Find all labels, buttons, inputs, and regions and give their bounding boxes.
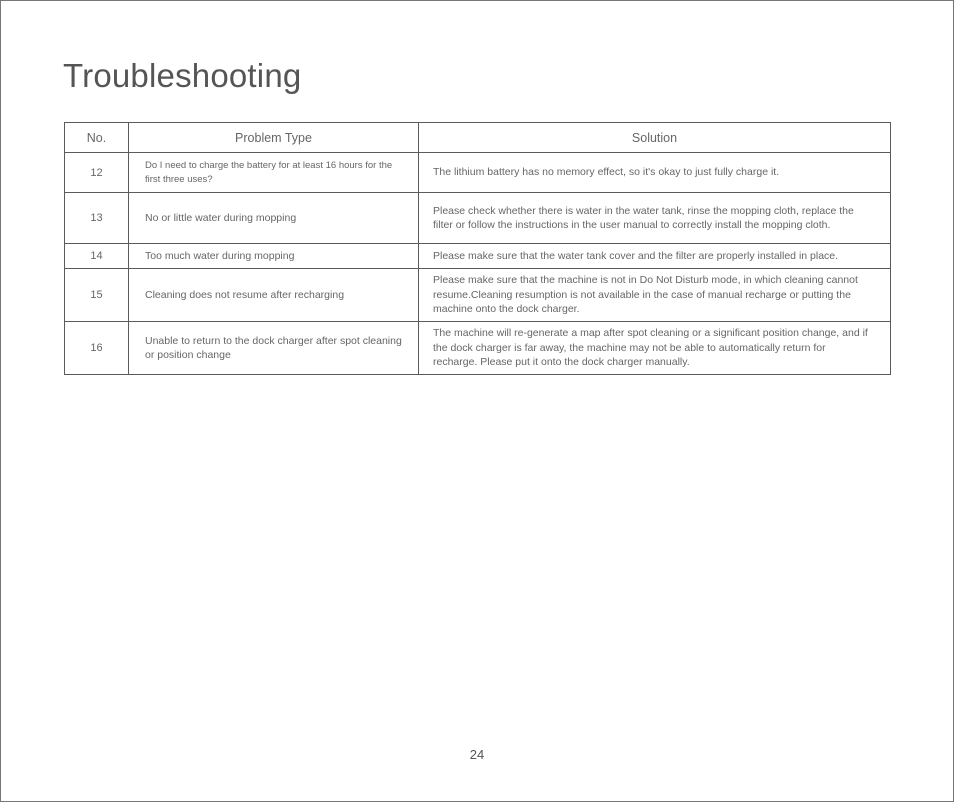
table-row	[65, 153, 891, 193]
header-no: No.	[65, 123, 129, 153]
header-problem-type: Problem Type	[129, 123, 419, 153]
problem-type-cell: Cleaning does not resume after recharging	[129, 269, 419, 322]
page-number: 24	[469, 747, 485, 762]
table-row	[65, 193, 891, 244]
row-number: 15	[65, 269, 129, 322]
table-header-row	[65, 123, 891, 153]
troubleshooting-table	[64, 122, 891, 375]
problem-type-cell: Do I need to charge the battery for at least 16 hours for the first three uses?	[129, 153, 419, 193]
solution-cell: The machine will re-generate a map after spot cleaning or a significant position change, and if the dock charger is far away, the machine may not be able to automatically return for recharge. Please put it onto the dock charger manually.	[419, 322, 891, 375]
solution-cell: The lithium battery has no memory effect, so it's okay to just fully charge it.	[419, 153, 891, 193]
row-number: 12	[65, 153, 129, 193]
row-number: 16	[65, 322, 129, 375]
problem-type-cell: Unable to return to the dock charger after spot cleaning or position change	[129, 322, 419, 375]
solution-cell: Please make sure that the machine is not in Do Not Disturb mode, in which cleaning cannot resume.Cleaning resumption is not available in the case of manual recharge or putting the machine onto the dock charger.	[419, 269, 891, 322]
solution-cell: Please make sure that the water tank cover and the filter are properly installed in place.	[419, 244, 891, 269]
page-title: Troubleshooting	[63, 57, 302, 94]
problem-type-cell: No or little water during mopping	[129, 193, 419, 244]
header-solution: Solution	[419, 123, 891, 153]
row-number: 14	[65, 244, 129, 269]
solution-cell: Please check whether there is water in the water tank, rinse the mopping cloth, replace the filter or follow the instructions in the user manual to correctly install the mopping cloth.	[419, 193, 891, 244]
problem-type-cell: Too much water during mopping	[129, 244, 419, 269]
table-row	[65, 322, 891, 375]
row-number: 13	[65, 193, 129, 244]
table-row	[65, 269, 891, 322]
table-row	[65, 244, 891, 269]
